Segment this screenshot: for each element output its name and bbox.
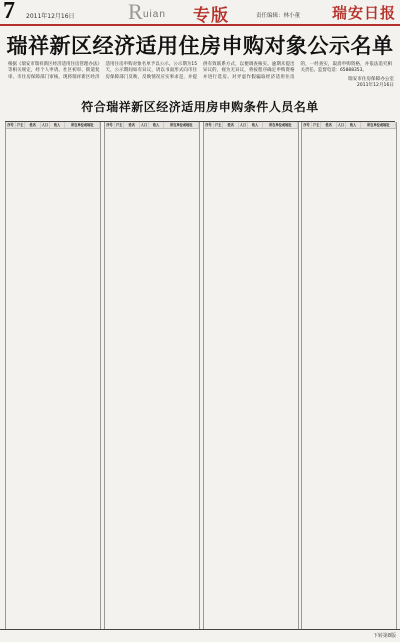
newspaper-logo: 瑞安日报 [331,4,396,22]
header-cell: 序号 [7,122,14,127]
table-header-row [302,122,396,129]
header-cell: 户主 [312,122,320,127]
table-column-2 [104,122,200,629]
header-cell: 人口 [140,122,148,127]
header-cell: 姓名 [25,122,41,129]
applicant-table [105,122,199,129]
brand-initial: R [128,0,143,24]
header-cell: 所在单位或地址 [263,122,298,129]
header-cell: 所在单位或地址 [65,122,100,129]
signature-org: 瑞安市住房保障办公室 [348,77,394,82]
header-cell: 户主 [16,122,24,127]
masthead [0,0,400,26]
publication-date: 2011年12月16日 [26,13,75,20]
intro-paragraph: 根据《瑞安市瑞祥新区经济适用住房管理办法》等相关规定，经个人申请、社区初审、街道复审、市住房保障部门审核，现将瑞祥新区经济适用住房申购对象名单予以公示。公示期为15天，公示期间如有异议，请以书面形式向市住房保障部门反映，反映情况应实事求是，并提供有效联系方式，以便调查核实。逾期未提出异议的，视为无异议，将按程序确定申购资格并进行选房。对弄虚作假骗取经济适用住房的，一经查实，取消申购资格，并依法追究相关责任。监督电话：65888353。 [8,62,392,80]
applicant-table [302,122,396,129]
applicant-table [204,122,298,129]
list-subheadline: 符合瑞祥新区经济适用房申购条件人员名单 [81,100,319,114]
header-cell: 序号 [205,122,212,127]
editor-credit: 责任编辑：林小董 [256,13,301,19]
page-headline: 瑞祥新区经济适用住房申购对象公示名单 [6,34,394,58]
applicant-table [6,122,100,129]
header-cell: 姓名 [124,122,140,129]
page-number: 7 [3,0,15,24]
notice-signature [318,77,394,89]
page-footer [0,629,400,642]
section-title: 专版 [193,6,229,26]
header-cell: 收入 [49,122,65,129]
header-cell: 户主 [214,122,222,127]
header-cell: 序号 [303,122,310,127]
continuation-note: 下转第8版 [372,633,396,639]
header-cell: 人口 [239,122,247,127]
header-cell: 所在单位或地址 [361,122,396,129]
header-cell: 人口 [41,122,49,127]
table-header-row [204,122,298,129]
header-cell: 收入 [247,122,263,129]
brand-wordmark: uian [143,9,166,20]
header-cell: 收入 [345,122,361,129]
applicant-tables [5,121,395,629]
header-cell: 序号 [106,122,113,127]
header-cell: 姓名 [223,122,239,129]
header-cell: 姓名 [321,122,337,129]
table-column-3 [203,122,299,629]
header-cell: 户主 [115,122,123,127]
table-header-row [105,122,199,129]
header-cell: 人口 [337,122,345,127]
table-column-1 [5,122,101,629]
table-header-row [6,122,100,129]
header-cell: 收入 [148,122,164,129]
signature-date: 2011年12月16日 [356,83,394,89]
table-column-4 [301,122,397,629]
header-cell: 所在单位或地址 [164,122,199,129]
